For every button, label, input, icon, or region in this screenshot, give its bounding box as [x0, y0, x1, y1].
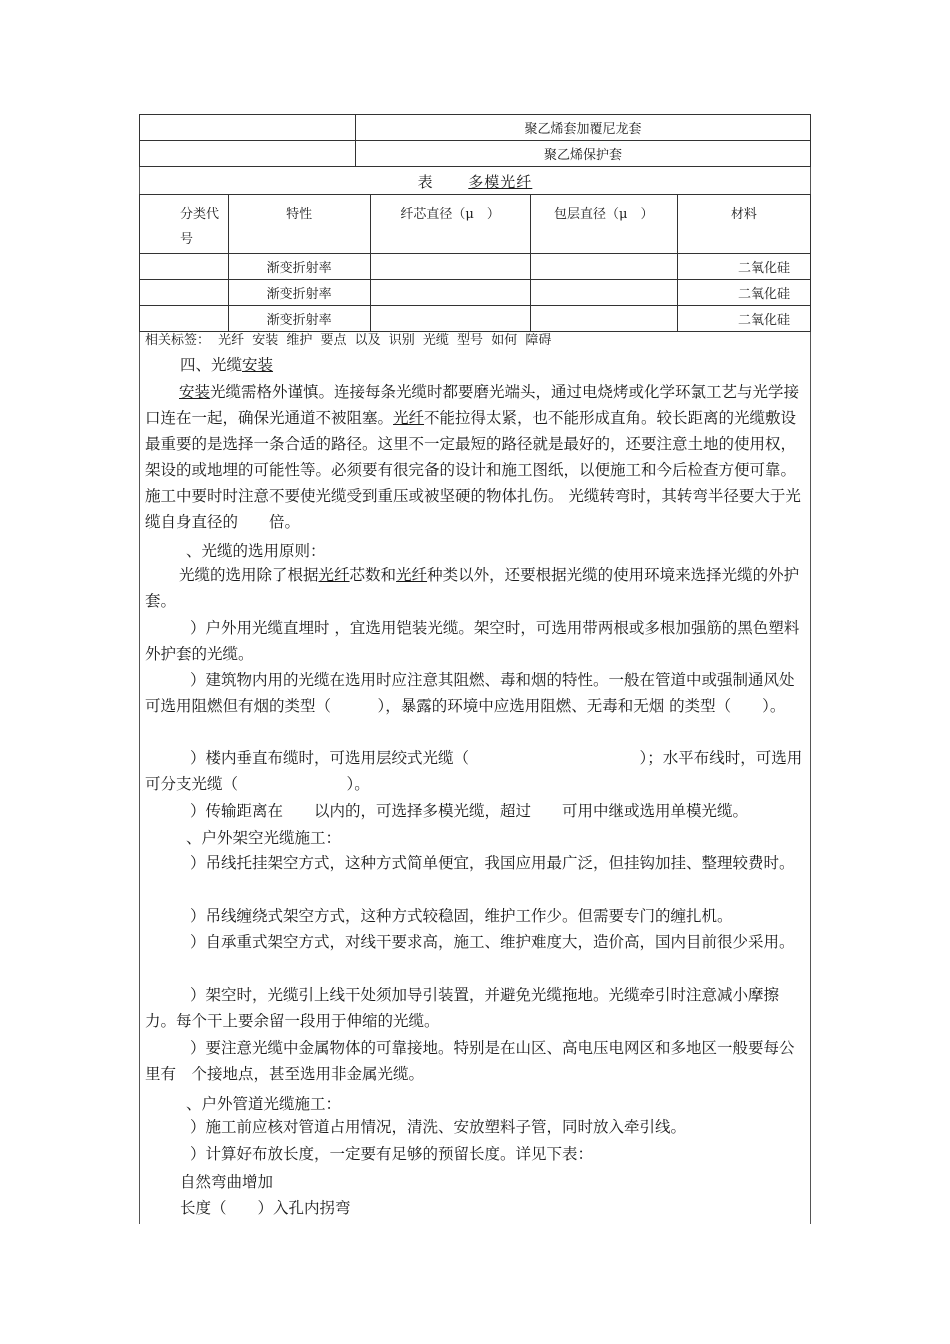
list-item: ）吊线缠绕式架空方式，这种方式较稳固，维护工作少。但需要专门的缠扎机。: [190, 907, 733, 925]
cell-material: 二氧化硅: [677, 254, 810, 280]
header-property: 特性: [228, 195, 370, 254]
sheath-table: [139, 114, 811, 167]
table-row: [140, 254, 811, 280]
subsection-heading: 、光缆的选用原则：: [186, 542, 326, 560]
cell-core: [370, 306, 530, 332]
header-code: [140, 195, 229, 254]
list-item: ）传输距离在 以内的，可选择多模光缆，超过 可用中继或选用单模光缆。: [190, 802, 749, 820]
caption-prefix: 表: [417, 173, 434, 191]
header-cladding-diameter: 包层直径（μ ）: [530, 195, 677, 254]
paragraph-text: 光缆需格外谨慎。连接每条光缆时都要磨光端头，通过电烧烤或化学环氯工艺与光学接口连在一起，确保光通道不被阻塞。: [145, 383, 800, 427]
cell-code: [140, 254, 229, 280]
cell-property: 渐变折射率: [228, 280, 370, 306]
cell-cladding: [530, 280, 677, 306]
header-material: 材料: [677, 195, 810, 254]
cell-material: 二氧化硅: [677, 280, 810, 306]
section-heading-prefix: 四、光缆: [180, 356, 243, 374]
table-row: [140, 306, 811, 332]
list-item: ）建筑物内用的光缆在选用时应注意其阻燃、毒和烟的特性。一般在管道中或强制通风处可选用阻燃但有烟的类型（ ），暴露的环境中应选用阻燃、无毒和无烟 的类型（ ）。: [145, 671, 795, 715]
length-table-label: 自然弯曲增加: [180, 1173, 274, 1191]
fiber-link[interactable]: 光纤: [396, 566, 428, 584]
section-heading: [180, 353, 844, 375]
cell-cladding: [530, 306, 677, 332]
list-item: ）施工前应核对管道占用情况，清洗、安放塑料子管，同时放入牵引线。: [190, 1118, 687, 1136]
list-item: ）自承重式架空方式，对线干要求高，施工、维护难度大，造价高，国内目前很少采用。: [190, 933, 795, 951]
related-tags: 相关标签： 光纤 安装 维护 要点 以及 识别 光缆 型号 如何 障碍: [145, 333, 552, 348]
table-caption: [140, 171, 810, 192]
header-core-diameter: 纤芯直径（μ ）: [370, 195, 530, 254]
table-cell: [140, 115, 356, 141]
length-table-label: 长度（ ）入孔内拐弯: [180, 1199, 351, 1217]
paragraph-text: 芯数和: [349, 566, 397, 584]
cell-core: [370, 254, 530, 280]
table-cell: 聚乙烯保护套: [356, 141, 811, 167]
paragraph-text: 不能拉得太紧，也不能形成直角。较长距离的光缆敷设最重要的是选择一条合适的路径。这里不一定最短的路径就是最好的，还要注意土地的使用权，架设的或地埋的可能性等。必须要有很完备的设计和施工图纸，以便施工和今后检查方便可靠。施工中要时时注意不要使光缆受到重压或被坚硬的物体扎伤。 光缆转弯时，其转弯半径要大于光缆自身直径的 倍。: [145, 409, 801, 531]
install-paragraph: [145, 379, 807, 535]
list-item: ）要注意光缆中金属物体的可靠接地。特别是在山区、高电压电网区和多地区一般要每公里有 个接地点，甚至选用非金属光缆。: [145, 1039, 795, 1083]
paragraph-text: 种类以外，还要根据光缆的使用环境来选择光缆的外护套。: [145, 566, 800, 610]
subsection-heading: 、户外管道光缆施工：: [186, 1095, 342, 1113]
table-header-row: [140, 195, 811, 254]
multimode-fiber-table: [139, 194, 811, 332]
install-link[interactable]: 安装: [242, 356, 274, 374]
list-item: ）计算好布放长度，一定要有足够的预留长度。详见下表：: [190, 1145, 594, 1163]
list-item: ）户外用光缆直埋时 ，宜选用铠装光缆。架空时，可选用带两根或多根加强筋的黑色塑料外护套的光缆。: [145, 619, 800, 663]
table-cell: 聚乙烯套加覆尼龙套: [356, 115, 811, 141]
header-code-line2: 号: [180, 232, 194, 247]
cell-code: [140, 280, 229, 306]
cell-cladding: [530, 254, 677, 280]
cell-property: 渐变折射率: [228, 306, 370, 332]
list-item: ）架空时，光缆引上线干处须加导引装置，并避免光缆拖地。光缆牵引时注意减小摩擦力。每个干上要余留一段用于伸缩的光缆。: [145, 986, 780, 1030]
list-item: ）吊线托挂架空方式，这种方式简单便宜，我国应用最广泛，但挂钩加挂、整理较费时。: [190, 854, 795, 872]
table-row: [140, 141, 811, 167]
table-row: [140, 115, 811, 141]
paragraph-text: 光缆的选用除了根据: [179, 566, 319, 584]
install-link[interactable]: 安装: [179, 383, 211, 401]
fiber-link[interactable]: 光纤: [393, 409, 425, 427]
table-cell: [140, 141, 356, 167]
cell-core: [370, 280, 530, 306]
fiber-link[interactable]: 光纤: [318, 566, 350, 584]
list-item: ）楼内垂直布缆时，可选用层绞式光缆（ ）；水平布线时，可选用可分支光缆（ ）。: [145, 749, 803, 793]
cell-code: [140, 306, 229, 332]
caption-title: 多模光纤: [468, 173, 533, 191]
cell-material: 二氧化硅: [677, 306, 810, 332]
selection-paragraph: [145, 562, 807, 614]
table-row: [140, 280, 811, 306]
cell-property: 渐变折射率: [228, 254, 370, 280]
header-code-line1: 分类代: [180, 207, 220, 222]
subsection-heading: 、户外架空光缆施工：: [186, 829, 342, 847]
